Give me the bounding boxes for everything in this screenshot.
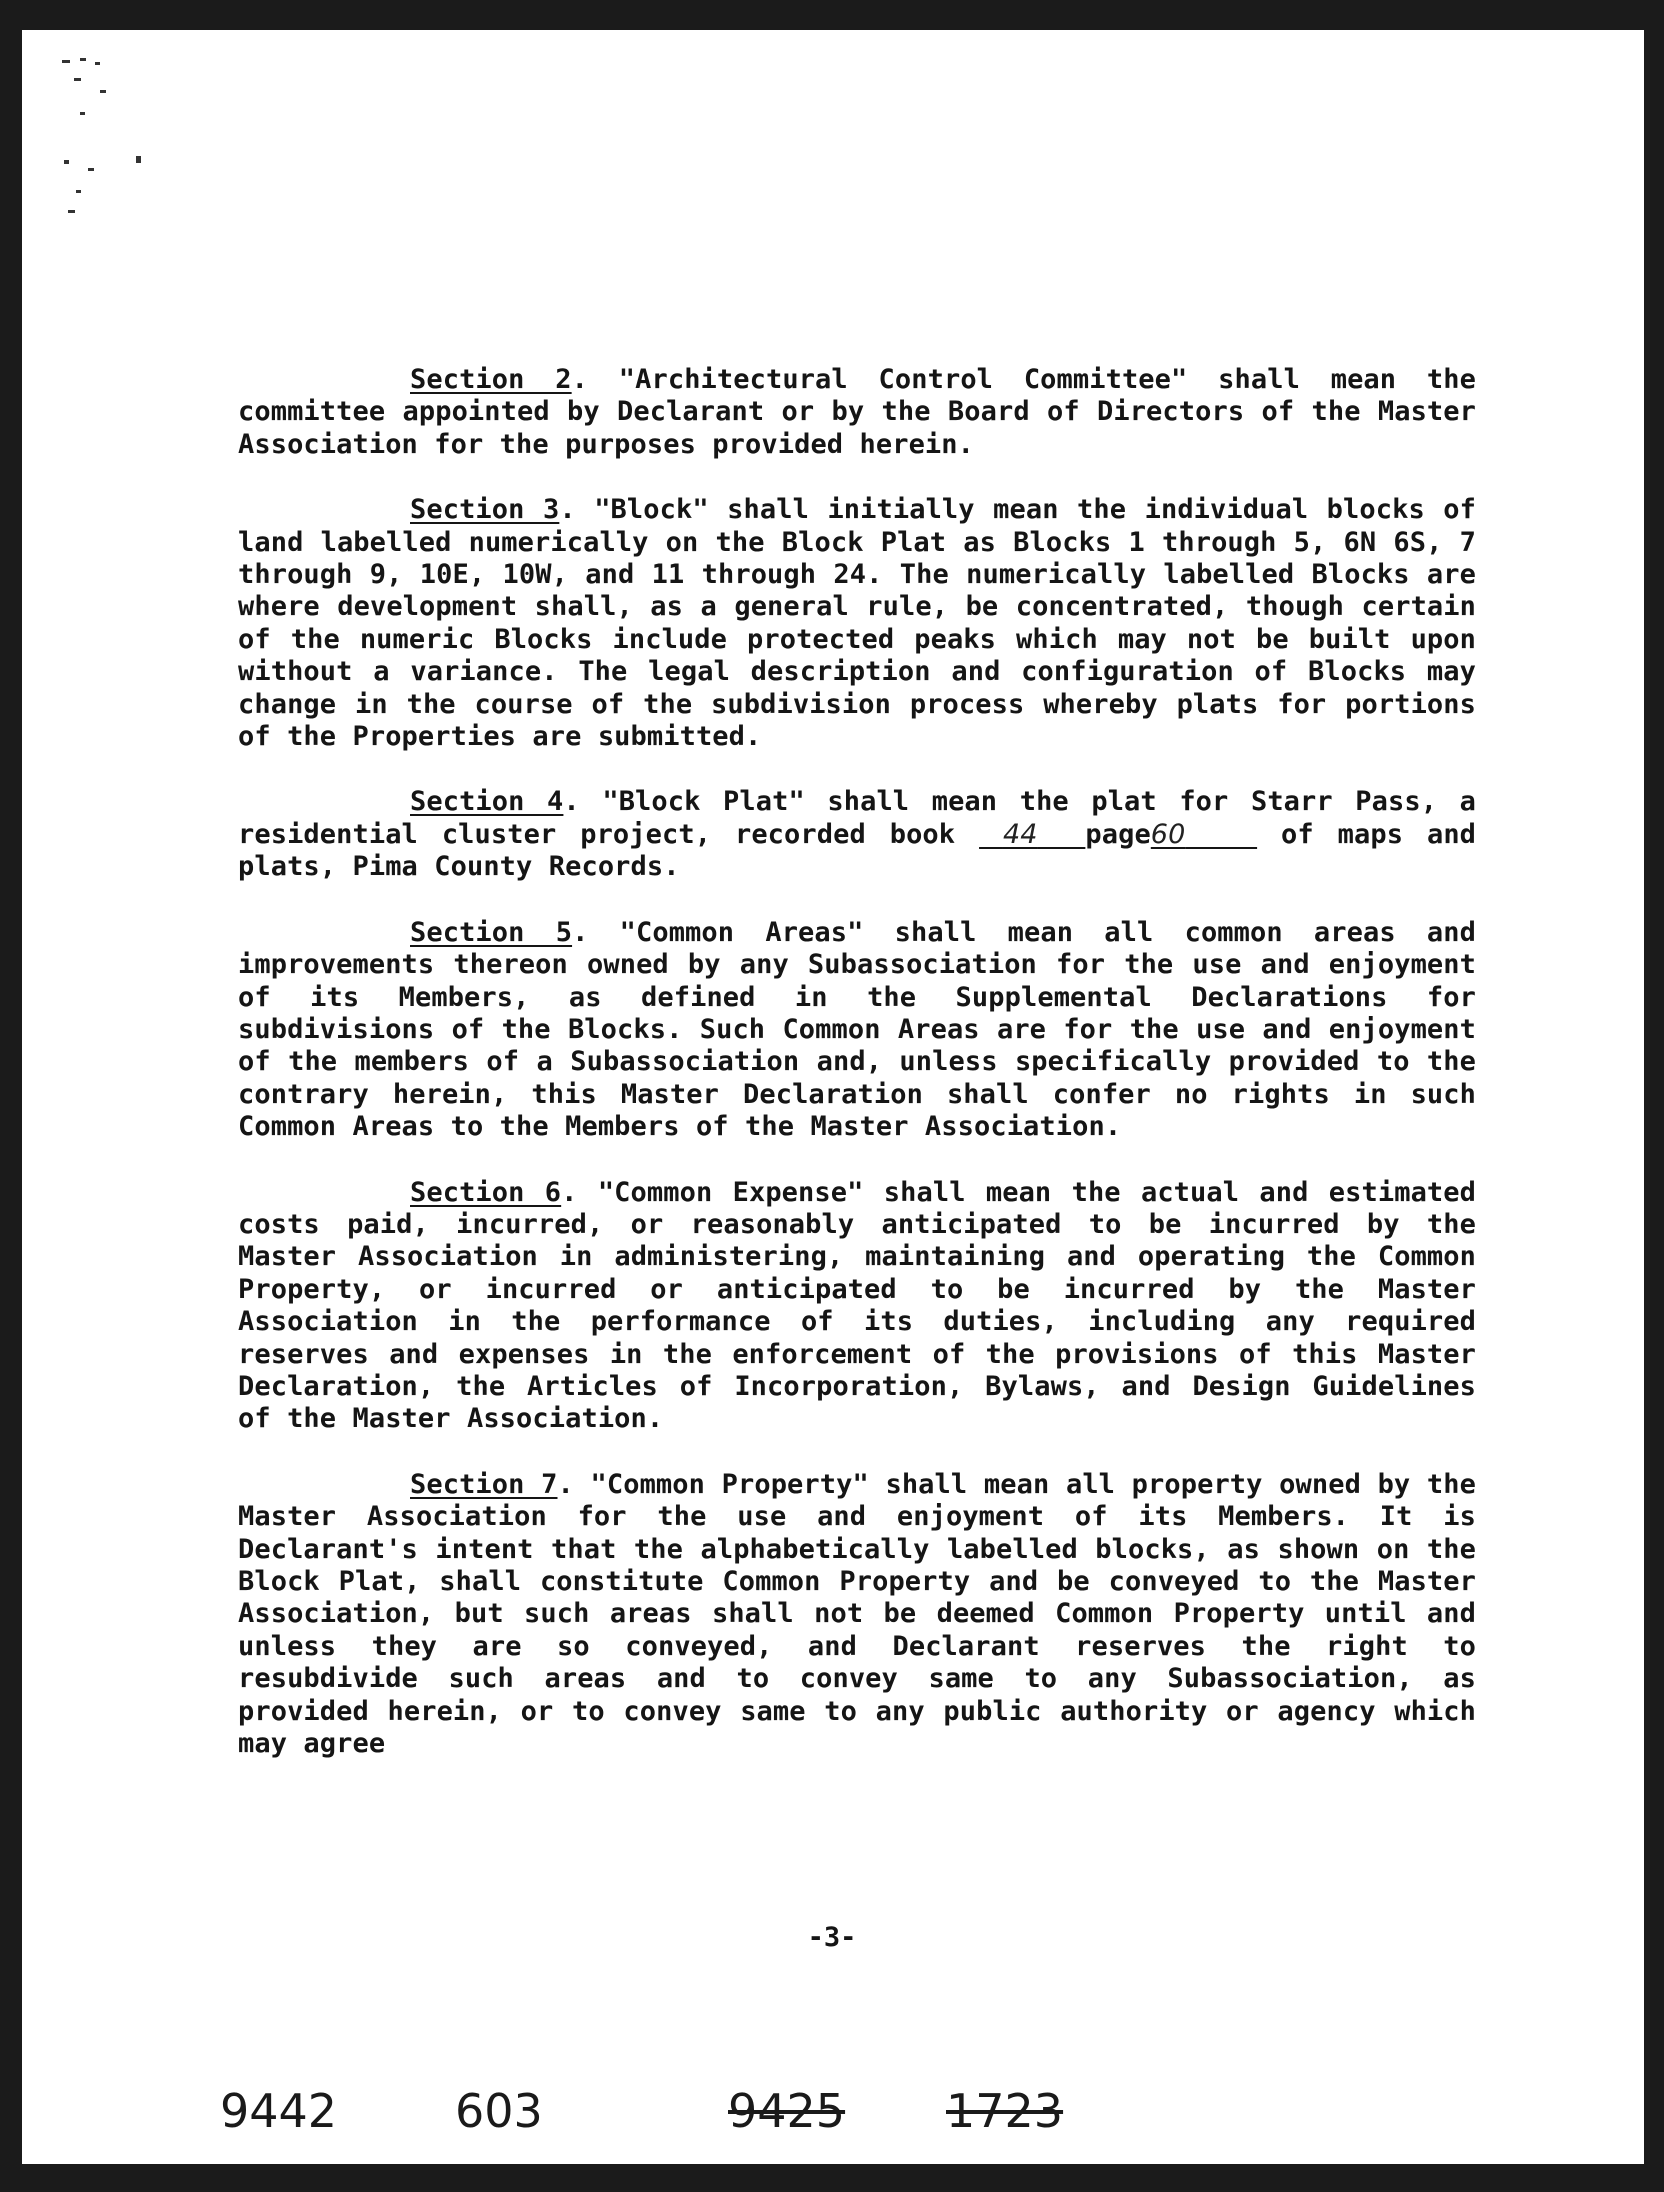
footer-number-3-struck: 9425: [728, 2084, 846, 2138]
page-number: -3-: [807, 1922, 857, 1953]
section-heading: Section 2: [410, 364, 572, 395]
handwritten-book-number: 44: [1002, 818, 1038, 850]
section-3: [238, 494, 1476, 753]
footer-number-1: 9442: [220, 2084, 338, 2138]
section-heading: Section 5: [410, 916, 573, 948]
section-2: [238, 364, 1476, 461]
section-7: [238, 1469, 1476, 1761]
scan-border-top: [0, 0, 1664, 30]
section-4: [238, 786, 1476, 883]
document-body: [238, 364, 1476, 1793]
section-heading: Section 7: [410, 1468, 558, 1500]
scan-border-right: [1644, 0, 1664, 2192]
section-6: [238, 1177, 1476, 1436]
section-text: . "Common Areas" shall mean all common areas and improvements thereon owned by any Subassociation for the use and enjoyment of its Members, as defined in the Supplemental Declarations for subdivisions of the Blocks. Such Common Areas are for the use and enjoyment of the members of a Subassociation and, unless specifically provided to the contrary herein, this Master Declaration shall confer no rights in such Common Areas to the Members of the Master Association.: [238, 916, 1476, 1143]
section-heading: Section 6: [410, 1176, 562, 1208]
handwritten-page-number: 60: [1150, 818, 1186, 850]
section-text-page: page: [1085, 818, 1151, 850]
footer-number-4-struck: 1723: [946, 2084, 1064, 2138]
section-heading: Section 3: [410, 494, 560, 526]
section-text: . "Architectural Control Committee" shall mean the committee appointed by Declarant or by the Board of Directors of the Master Association for the purposes provided herein.: [238, 364, 1476, 460]
scan-specks: [60, 50, 180, 230]
section-heading: Section 4: [410, 786, 564, 818]
section-5: [238, 917, 1476, 1144]
footer-number-2: 603: [455, 2084, 543, 2138]
section-text: of maps and plats, Pima County Records.: [238, 818, 1477, 883]
section-text: . "Block Plat" shall mean the plat for Starr Pass, a residential cluster project, recorded book: [238, 786, 1477, 850]
section-text: . "Block" shall initially mean the individual blocks of land labelled numerically on the Block Plat as Blocks 1 through 5, 6N 6S, 7 through 9, 10E, 10W, and 11 through 24. The numerically labelled Blocks are where development shall, as a general rule, be concentrated, though certain of the numeric Blocks include protected peaks which may not be built upon without a variance. The legal description and configuration of Blocks may change in the course of the subdivision process whereby plats for portions of the Properties are submitted.: [238, 494, 1476, 753]
section-text: . "Common Property" shall mean all property owned by the Master Association for the use and enjoyment of its Members. It is Declarant's intent that the alphabetically labelled blocks, as shown on the Block Plat, shall constitute Common Property and be conveyed to the Master Association, but such areas shall not be deemed Common Property until and unless they are so conveyed, and Declarant reserves the right to resubdivide such areas and to convey same to any Subassociation, as provided herein, or to convey same to any public authority or agency which may agree: [238, 1468, 1477, 1760]
scan-border-bottom: [0, 2164, 1664, 2192]
scan-border-left: [0, 0, 22, 2192]
section-text: . "Common Expense" shall mean the actual and estimated costs paid, incurred, or reasonably anticipated to be incurred by the Master Association in administering, maintaining and operating the Common Property, or incurred or anticipated to be incurred by the Master Association in the performance of its duties, including any required reserves and expenses in the enforcement of the provisions of this Master Declaration, the Articles of Incorporation, Bylaws, and Design Guidelines of the Master Association.: [238, 1176, 1476, 1435]
